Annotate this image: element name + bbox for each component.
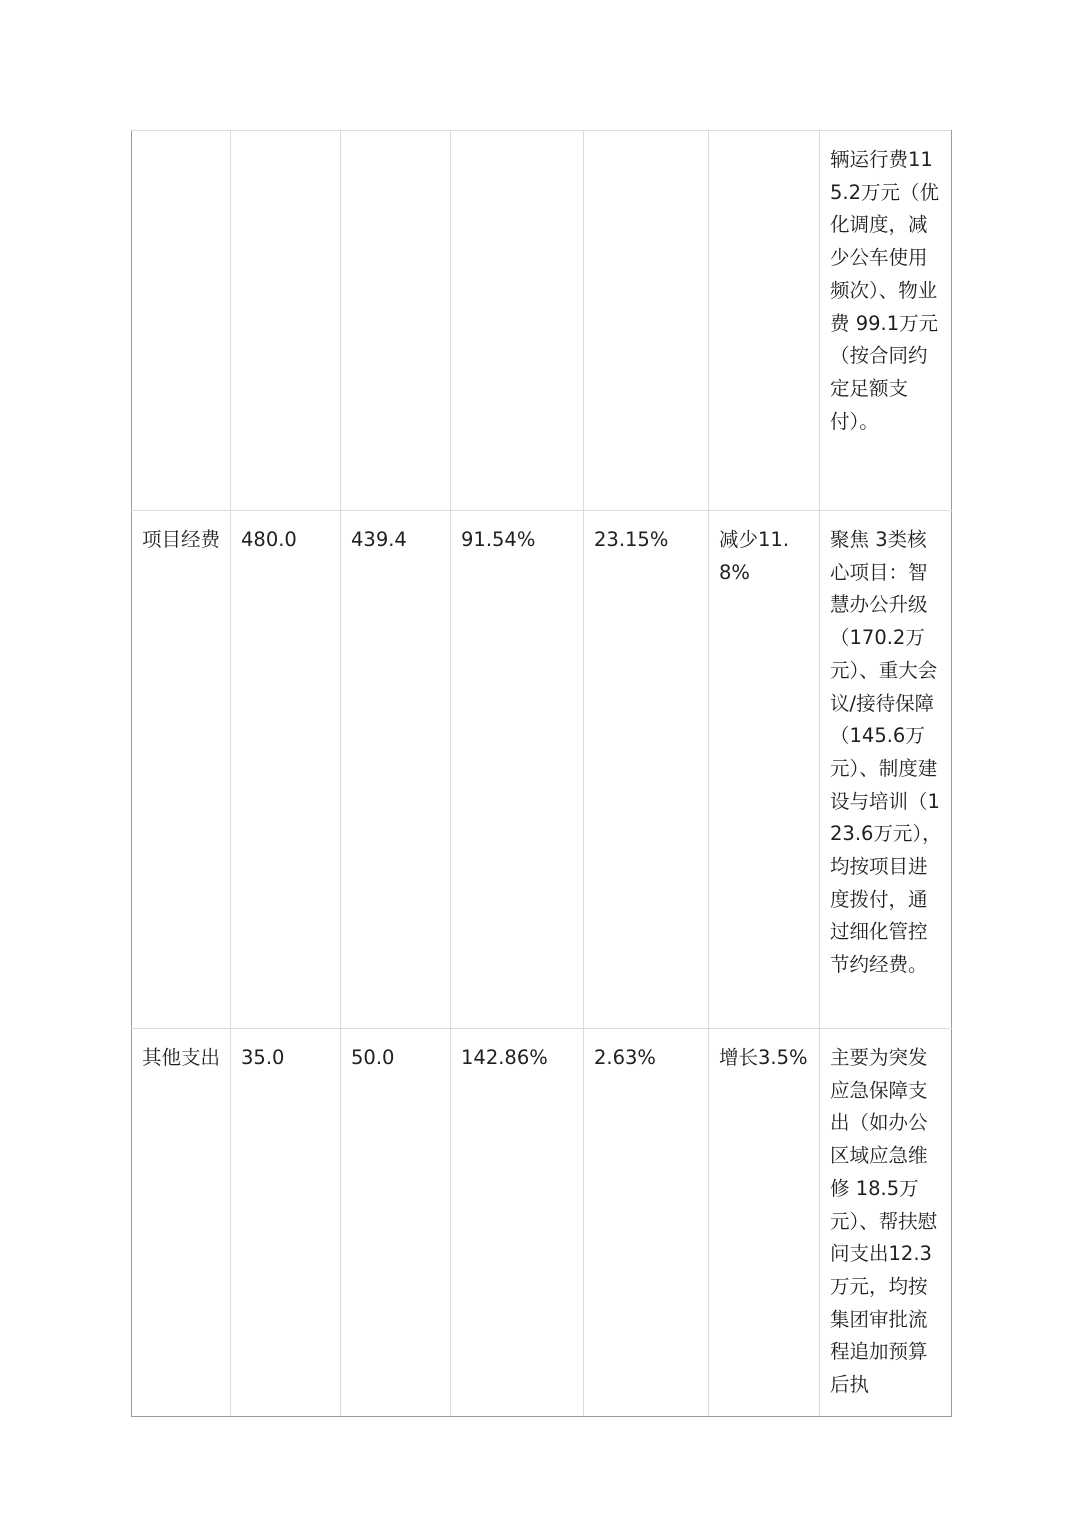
cell-actual: 50.0 [341,1029,451,1417]
cell-item: 其他支出 [132,1029,231,1417]
cell-execution-rate: 142.86% [451,1029,584,1417]
cell-budget: 480.0 [231,511,341,1029]
table-row [132,511,952,1029]
cell-actual: 439.4 [341,511,451,1029]
budget-execution-table [131,130,952,1417]
cell-item [132,131,231,511]
cell-execution-rate: 91.54% [451,511,584,1029]
cell-actual [341,131,451,511]
cell-change [709,131,820,511]
cell-change: 增长3.5% [709,1029,820,1417]
cell-share [584,131,709,511]
table-row [132,1029,952,1417]
cell-budget: 35.0 [231,1029,341,1417]
cell-item: 项目经费 [132,511,231,1029]
cell-notes: 主要为突发应急保障支出（如办公区域应急维修 18.5万元）、帮扶慰问支出12.3万元，均按集团审批流程追加预算后执 [820,1029,952,1417]
cell-execution-rate [451,131,584,511]
cell-notes: 辆运行费115.2万元（优化调度，减少公车使用频次）、物业费 99.1万元（按合同约定足额支付）。 [820,131,952,511]
cell-budget [231,131,341,511]
cell-change: 减少11.8% [709,511,820,1029]
cell-share: 2.63% [584,1029,709,1417]
cell-share: 23.15% [584,511,709,1029]
table-row [132,131,952,511]
cell-notes: 聚焦 3类核心项目：智慧办公升级（170.2万元）、重大会议/接待保障（145.6万元）、制度建设与培训（123.6万元），均按项目进度拨付，通过细化管控节约经费。 [820,511,952,1029]
